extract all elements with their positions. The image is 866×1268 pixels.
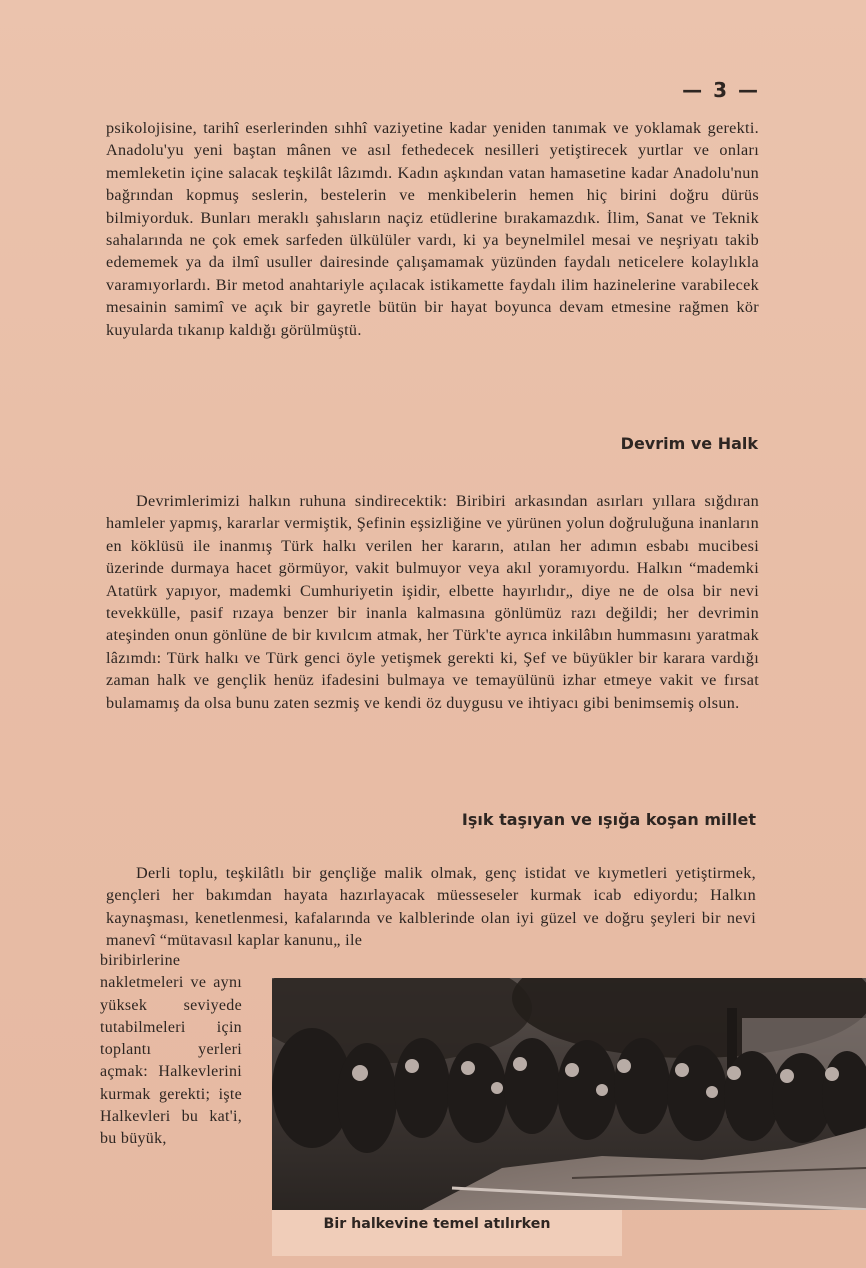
section-heading-isik-tasiyan: Işık taşıyan ve ışığa koşan millet <box>461 810 756 829</box>
photo-caption: Bir halkevine temel atılırken <box>323 1216 551 1232</box>
page-number: — 3 — <box>682 78 760 102</box>
section1-paragraph: psikolojisine, tarihî eserlerinden sıhhî vaziyetine kadar yeniden tanımak ve yoklamak gerekti. Anadolu'yu yeni baştan mânen ve asıl fethedecek nesilleri yetiştirecek yurtlar ve onları memleketin içine salacak teşkilât lâzımdı. Kadın aşkından vatan hamasetine kadar Anadolu'nun bağrından kopmuş seslerin, bestelerin ve menkibelerin hemen hiç birini doğru dürüs bilmiyorduk. Bunları meraklı şahısların naçiz etüdlerine bırakamazdık. İlim, Sanat ve Teknik sahalarında ne çok emek sarfeden ülkülüler vardı, ki ya beynelmilel mesai ve neşriyatı takib edememek ya da ilmî usuller dairesinde çalışamamak yüzünden faydalı neticelere kolaylıkla varamıyorlardı. Bir metod anahtariyle açılacak istikamette faydalı ilim hazinelerine varabilecek mesainin samimî ve açık bir gayretle bütün bir hayat boyunca devam etmesine rağmen kör kuyularda tıkanıp kaldığı görülmüştü. <box>106 119 759 339</box>
section-heading-devrim-ve-halk: Devrim ve Halk <box>620 434 758 453</box>
halkevi-foundation-photo <box>272 978 866 1210</box>
section3-column-text: biribirlerine nakletmeleri ve aynı yüksek seviyede tutabilmeleri için toplantı yerleri açmak: Halkevlerini kurmak gerekti; işte Halkevleri bu kat'i, bu büyük, <box>100 952 242 1148</box>
photo-image <box>272 978 866 1210</box>
section3-paragraph: Derli toplu, teşkilâtlı bir gençliğe malik olmak, genç istidat ve kıymetleri yetiştirmek, gençleri her bakımdan hayata hazırlayacak müesseseler kurmak icab ediyordu; Halkın kaynaşması, kenetlenmesi, kafalarında ve kalblerinde olan iyi güzel ve doğru şeyleri bir nevi manevî “mütavasıl kaplar kanunu„ ile <box>106 864 756 950</box>
photo-caption-box <box>272 1210 622 1256</box>
section2-paragraph: Devrimlerimizi halkın ruhuna sindirecektik: Biribiri arkasından asırları yıllara sığdıran hamleler yapmış, kararlar vermiştik, Şefinin eşsizliğine ve yürünen yolun doğruluğuna inanların en köklüsü ile inanmış Türk halkı verilen her kararın, atılan her adımın esbabı mucibesi üzerinde durmaya hacet görmüyor, vakit bulmuyor veya akıl yoramıyordu. Halkın “mademki Atatürk yapıyor, mademki Cumhuriyetin işidir, elbette hayırlıdır„ diye ne de olsa bir nevi tevekkülle, pasif rızaya benzer bir inanla kalmasına gönlümüz razı değildi; her devrimin ateşinden onun gönlüne de bir kıvılcım atmak, her Türk'te ayrıca inkilâbın hummasını yaratmak lâzımdı: Türk halkı ve Türk genci öyle yetişmek gerekti ki, Şef ve büyükler bir karara vardığı zaman halk ve gençlik henüz ifadesini bulmaya ve temayülünü izhar etmeye vakit ve fırsat bulamamış da olsa bunu zaten sezmiş ve kendi öz duygusu ve ihtiyacı gibi benimsemiş olsun. <box>106 492 759 712</box>
